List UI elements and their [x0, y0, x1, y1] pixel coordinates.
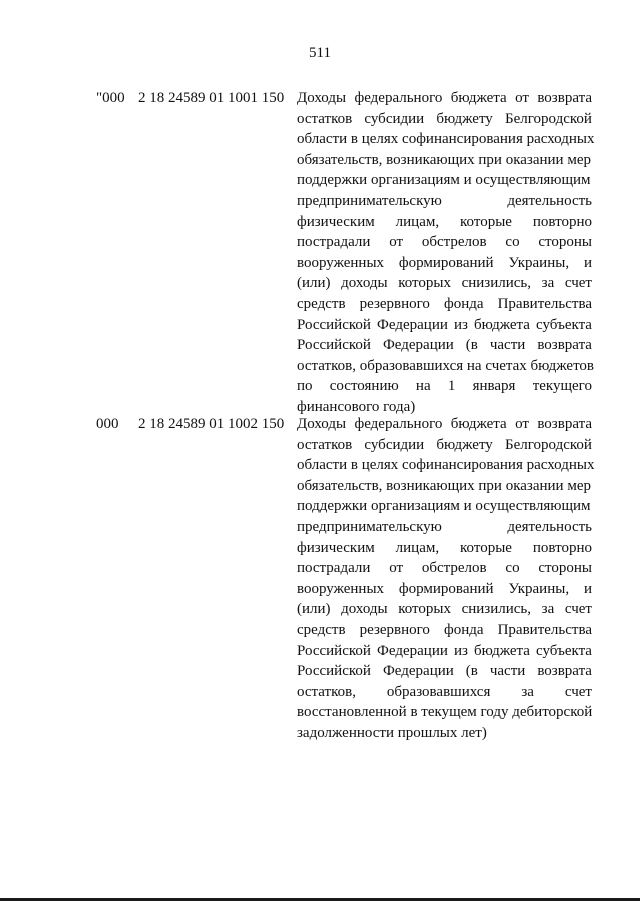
description-word: января [472, 378, 516, 395]
description-word: субъекта [536, 316, 592, 333]
description-line [297, 620, 592, 641]
description-word: от [389, 560, 404, 577]
description-line [297, 517, 592, 538]
description-word: средств [297, 295, 346, 312]
description-word: из [453, 642, 468, 659]
description-word: Правительства [497, 621, 592, 638]
budget-classification-code: 2 18 24589 01 1002 150 [138, 416, 285, 432]
description-word: бюджета [474, 642, 530, 659]
description-word: повторно [532, 213, 592, 230]
description-word: со [505, 560, 520, 577]
description-line [297, 661, 592, 682]
description-word: Федерации [377, 316, 448, 333]
description-word: вооруженных [297, 254, 385, 271]
description-word: субъекта [536, 642, 592, 659]
description-word: пострадали [297, 234, 371, 251]
entry-description [297, 414, 595, 744]
description-word: которых [398, 601, 451, 618]
description-word: остатков, образовавшихся на счетах бюджетов [297, 357, 595, 374]
description-line [297, 558, 592, 579]
description-word: и [583, 254, 592, 271]
description-word: стороны [538, 560, 592, 577]
description-word: вооруженных [297, 580, 385, 597]
description-line [297, 538, 592, 559]
description-word: резервного [359, 295, 430, 312]
description-line [297, 170, 592, 191]
description-word: со [505, 234, 520, 251]
description-word: лицам, [395, 539, 440, 556]
description-word: Федерации [377, 642, 448, 659]
description-word: (или) [297, 601, 331, 618]
description-word: обстрелов [421, 560, 487, 577]
description-line [297, 702, 592, 723]
description-word: Правительства [497, 295, 592, 312]
description-word: счет [564, 683, 592, 700]
description-word: Доходы [297, 416, 347, 432]
description-word: бюджета [450, 90, 507, 106]
description-word: состоянию [329, 378, 399, 395]
description-word: возврата [537, 663, 592, 680]
description-word: восстановленной в текущем году дебиторской [297, 704, 593, 721]
description-word: задолженности прошлых лет) [297, 724, 487, 741]
description-word: предпринимательскую [297, 518, 442, 535]
description-line [297, 356, 595, 377]
description-line [297, 599, 592, 620]
description-word: финансового года) [297, 398, 416, 415]
description-word: формирований [398, 254, 494, 271]
description-word: пострадали [297, 560, 371, 577]
description-word: счет [564, 601, 592, 618]
description-word: на [415, 378, 431, 395]
description-line [297, 273, 592, 294]
description-word: лицам, [395, 213, 440, 230]
description-line [297, 455, 595, 476]
description-word: по [297, 378, 313, 395]
description-word: остатков [297, 110, 353, 127]
description-word: области в целях софинансирования расходных [297, 131, 595, 148]
description-line [297, 682, 592, 703]
description-word: бюджету [436, 110, 493, 127]
description-word: Российской [297, 663, 371, 680]
description-word: бюджету [436, 436, 493, 453]
description-word: возврата [537, 90, 592, 106]
description-word: бюджета [474, 316, 530, 333]
description-word: Российской [297, 642, 371, 659]
description-line [297, 496, 592, 517]
description-word: доходы [341, 601, 388, 618]
description-word: поддержки организациям и осуществляющим [297, 498, 591, 515]
description-word: (в [465, 663, 478, 680]
description-line [297, 435, 592, 456]
description-word: от [389, 234, 404, 251]
description-word: за [521, 683, 534, 700]
description-word: из [453, 316, 468, 333]
description-line [297, 476, 592, 497]
description-word: возврата [537, 416, 592, 432]
description-word: Российской [297, 316, 371, 333]
description-word: предпринимательскую [297, 192, 442, 209]
description-line [297, 191, 592, 212]
description-word: счет [564, 275, 592, 292]
description-word: (в [465, 337, 478, 354]
budget-classification-code: 2 18 24589 01 1001 150 [138, 90, 285, 106]
description-word: (или) [297, 275, 331, 292]
description-word: остатков [297, 436, 353, 453]
description-word: и [583, 580, 592, 597]
description-word: федерального [354, 416, 443, 432]
description-line [297, 723, 592, 744]
description-word: фонда [443, 295, 484, 312]
description-word: от [515, 416, 529, 432]
description-line [297, 414, 592, 435]
description-word: бюджета [450, 416, 507, 432]
description-line [297, 294, 592, 315]
description-word: Федерации [382, 663, 454, 680]
admin-code: "000 [96, 90, 125, 106]
description-word: обязательств, возникающих при оказании мер [297, 477, 591, 494]
description-word: средств [297, 621, 346, 638]
description-line [297, 641, 592, 662]
description-word: резервного [359, 621, 430, 638]
description-word: физическим [297, 539, 375, 556]
description-word: образовавшихся [386, 683, 491, 700]
description-word: Федерации [382, 337, 454, 354]
description-word: 1 [447, 378, 456, 395]
description-word: текущего [532, 378, 592, 395]
description-line [297, 579, 592, 600]
description-word: формирований [398, 580, 494, 597]
description-line [297, 335, 592, 356]
description-word: от [515, 90, 529, 106]
description-line [297, 88, 592, 109]
description-word: которые [460, 539, 512, 556]
entry-description [297, 88, 595, 418]
description-word: части [489, 337, 526, 354]
description-word: обстрелов [421, 234, 487, 251]
description-word: федерального [354, 90, 443, 106]
admin-code: 000 [96, 416, 119, 432]
description-word: стороны [538, 234, 592, 251]
description-line [297, 129, 595, 150]
description-word: снизились, [461, 275, 532, 292]
scan-bottom-edge [0, 898, 640, 901]
description-word: части [489, 663, 526, 680]
description-word: фонда [443, 621, 484, 638]
description-word: за [541, 275, 555, 292]
description-word: за [541, 601, 555, 618]
description-word: субсидии [364, 110, 425, 127]
description-word: субсидии [364, 436, 425, 453]
description-line [297, 109, 592, 130]
description-word: деятельность [507, 518, 592, 535]
description-word: физическим [297, 213, 375, 230]
description-word: Российской [297, 337, 371, 354]
description-line [297, 253, 592, 274]
description-word: повторно [532, 539, 592, 556]
description-word: остатков, [297, 683, 356, 700]
description-word: которых [398, 275, 451, 292]
description-word: Украины, [508, 580, 570, 597]
description-line [297, 232, 592, 253]
description-word: области в целях софинансирования расходных [297, 457, 595, 474]
description-word: обязательств, возникающих при оказании мер [297, 151, 591, 168]
description-word: Белгородской [505, 110, 592, 127]
description-word: Украины, [508, 254, 570, 271]
description-line [297, 150, 592, 171]
description-word: деятельность [507, 192, 592, 209]
description-word: доходы [341, 275, 388, 292]
description-line [297, 376, 592, 397]
description-word: снизились, [461, 601, 532, 618]
description-line [297, 315, 592, 336]
page-number: 511 [309, 45, 331, 61]
description-word: Доходы [297, 90, 347, 106]
description-word: которые [460, 213, 512, 230]
description-line [297, 212, 592, 233]
description-word: Белгородской [505, 436, 592, 453]
description-word: поддержки организациям и осуществляющим [297, 172, 591, 189]
description-word: возврата [537, 337, 592, 354]
